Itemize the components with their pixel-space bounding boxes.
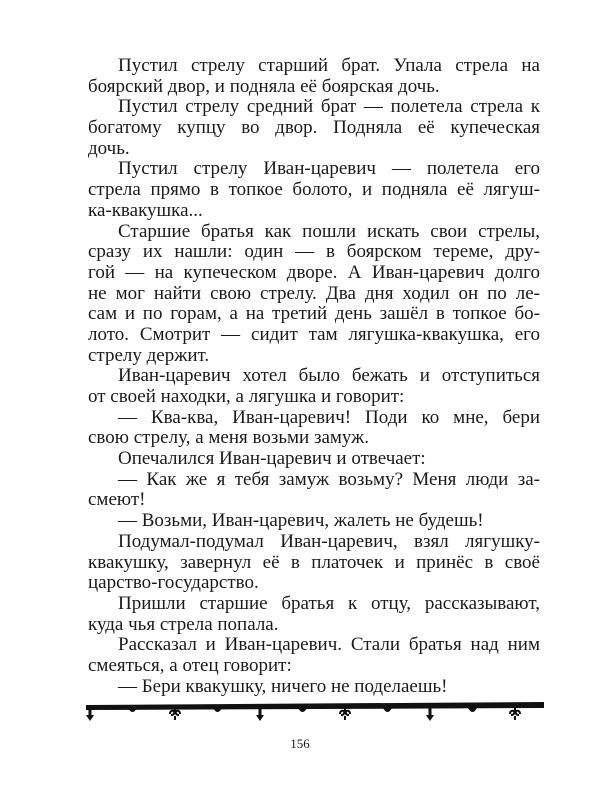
curl-ornament-icon <box>340 707 350 720</box>
text-line: Рассказал и Иван-царевич. Стали братья над ним <box>118 634 540 656</box>
curl-ornament-icon <box>510 707 520 720</box>
text-line: свою стрелу, а меня возьми замуж. <box>88 427 370 449</box>
drop-ornament-icon <box>213 707 223 712</box>
text-line: сразу их нашли: один — в боярском тереме, дру- <box>88 241 540 263</box>
drop-ornament-icon <box>128 707 138 712</box>
text-line: Пустил стрелу Иван-царевич — полетела его <box>118 158 540 180</box>
text-line: гой — на купеческом дворе. А Иван-царевич долго <box>88 261 540 283</box>
text-line: стрелу держит. <box>88 344 210 366</box>
story-text <box>88 56 540 697</box>
drop-ornament-icon <box>468 707 478 712</box>
text-line: — Возьми, Иван-царевич, жалеть не будешь! <box>118 510 484 532</box>
text-line: не мог найти свою стрелу. Два дня ходил он по ле- <box>88 282 540 304</box>
text-line: Иван-царевич хотел было бежать и отступиться <box>118 365 540 387</box>
text-line: лото. Смотрит — сидит там лягушка-квакушка, его <box>88 323 540 345</box>
drop-ornament-icon <box>383 707 393 712</box>
text-line: от своей находки, а лягушка и говорит: <box>88 386 405 407</box>
text-line: смеют! <box>88 489 146 511</box>
text-line: Пустил стрелу старший брат. Упала стрела на <box>118 55 540 76</box>
text-line: боярский двор, и подняла её боярская дочь. <box>88 75 440 97</box>
text-line: сам и по горам, а на третий день зашёл в топкое бо- <box>88 303 540 325</box>
text-line: Старшие братья как пошли искать свои стрелы, <box>118 220 540 242</box>
page-number: 156 <box>290 736 310 751</box>
text-line: стрела прямо в топкое болото, и подняла её лягуш- <box>88 179 540 201</box>
text-line: куда чья стрела попала. <box>88 613 279 635</box>
text-line: царство-государство. <box>88 572 259 594</box>
text-line: квакушку, завернул её в платочек и принёс в своё <box>88 551 540 573</box>
text-line: — Бери квакушку, ничего не поделаешь! <box>118 675 448 697</box>
text-line: — Ква-ква, Иван-царевич! Поди ко мне, бери <box>118 406 540 428</box>
arrow-ornament-icon <box>426 708 434 721</box>
drop-ornament-icon <box>298 707 308 712</box>
arrow-ornament-icon <box>256 708 264 721</box>
text-line: дочь. <box>88 137 130 159</box>
text-line: Пустил стрелу средний брат — полетела стрела к <box>118 96 540 118</box>
text-line: Опечалился Иван-царевич и отвечает: <box>118 448 426 470</box>
text-line: Пришли старшие братья к отцу, рассказывают, <box>118 592 540 614</box>
text-line: ка-квакушка... <box>88 199 203 221</box>
decorative-border-ornament <box>86 702 544 732</box>
text-line: смеяться, а отец говорит: <box>88 654 292 676</box>
text-line: богатому купцу во двор. Подняла её купеческая <box>88 117 540 139</box>
text-line: Подумал-подумал Иван-царевич, взял лягушку- <box>118 530 540 552</box>
text-line: — Как же я тебя замуж возьму? Меня люди за- <box>118 468 540 490</box>
